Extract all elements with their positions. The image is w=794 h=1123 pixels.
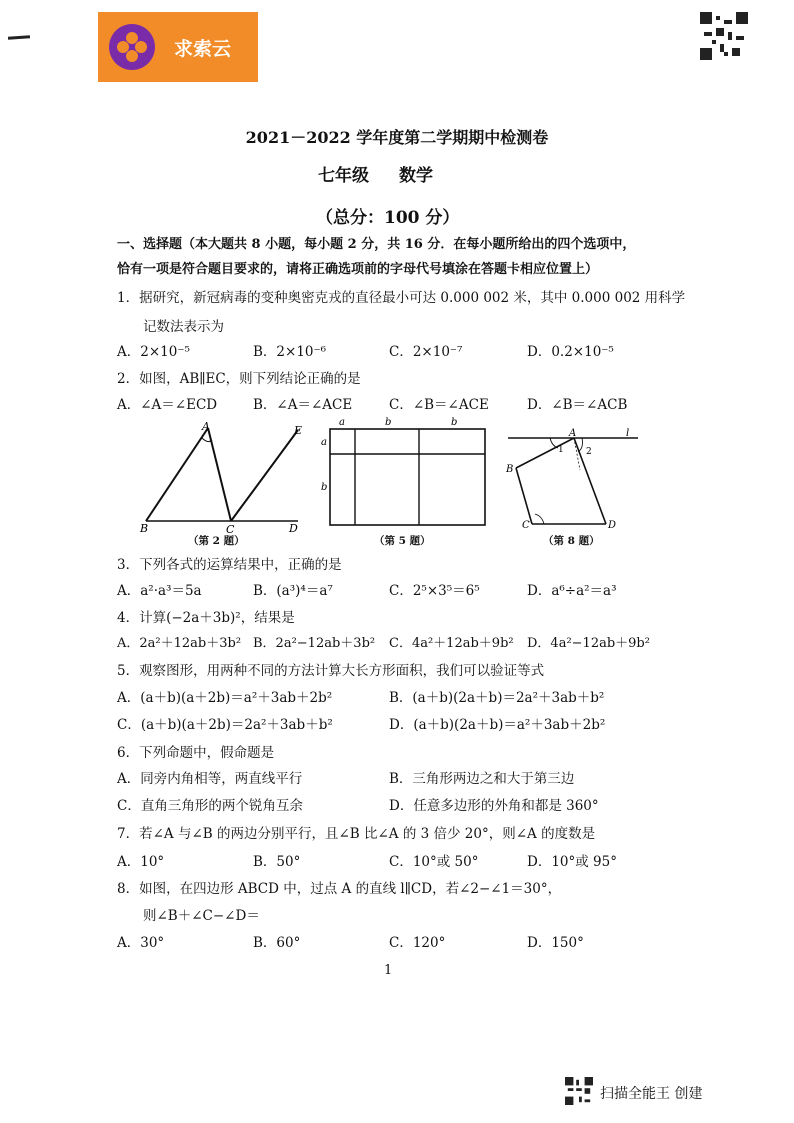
scan-mark [8,35,30,40]
q4-option-d: D．4a²−12ab＋9b² [527,636,650,651]
q3-option-c: C．2⁵×3⁵＝6⁵ [389,583,480,599]
q1-option-b: B．2×10⁻⁶ [253,344,327,360]
q6-stem: 6．下列命题中，假命题是 [117,745,275,761]
figure-2-caption: （第 2 题） [188,535,245,547]
q1-option-a: A．2×10⁻⁵ [117,344,190,360]
grade-label: 七年级 [318,166,369,186]
q6-option-d: D．任意多边形的外角和都是 360° [389,798,599,814]
q2-option-c: C．∠B＝∠ACE [389,397,489,413]
q2-option-a: A．∠A＝∠ECD [117,397,218,413]
logo [98,12,258,82]
q5-option-c: C．(a＋b)(a＋2b)＝2a²＋3ab＋b² [117,717,333,733]
q2-stem: 2．如图，AB∥EC，则下列结论正确的是 [117,371,361,387]
q3-option-b: B．(a³)⁴＝a⁷ [253,583,333,599]
flower-logo-icon [109,24,155,70]
figure-8-diagram [502,424,640,532]
q1-stem-line1: 1．据研究，新冠病毒的变种奥密克戎的直径最小可达 0.000 002 米，其中 0.000 002 用科学 [117,290,686,306]
fig2-label-d: D [289,522,298,535]
section-heading-line2: 恰有一项是符合题目要求的，请将正确选项前的字母代号填涂在答题卡相应位置上） [117,262,599,277]
q8-stem-line1: 8．如图，在四边形 ABCD 中，过点 A 的直线 l∥CD，若∠2−∠1＝30°， [117,881,562,897]
fig8-label-1: 1 [558,445,564,455]
fig5-label-top-b2: b [451,417,458,428]
q4-option-a: A．2a²＋12ab＋3b² [117,636,242,651]
figure-5-caption: （第 5 题） [374,535,431,547]
q5-option-b: B．(a＋b)(2a＋b)＝2a²＋3ab＋b² [389,690,605,706]
q1-option-d: D．0.2×10⁻⁵ [527,344,614,360]
q4-option-b: B．2a²−12ab＋3b² [253,636,376,651]
fig8-label-2: 2 [586,447,592,457]
q1-option-c: C．2×10⁻⁷ [389,344,463,360]
qr-code-icon [700,12,748,60]
q2-option-d: D．∠B＝∠ACB [527,397,628,413]
q4-option-c: C．4a²＋12ab＋9b² [389,636,514,651]
q1-stem-line2: 记数法表示为 [143,319,224,335]
q2-option-b: B．∠A＝∠ACE [253,397,353,413]
fig5-label-top-b1: b [385,417,392,428]
figure-5-diagram [318,414,493,530]
figure-2-diagram [138,420,310,538]
q6-option-a: A．同旁内角相等，两直线平行 [117,771,303,787]
q8-option-b: B．60° [253,935,301,951]
exam-subtitle [318,161,433,186]
fig8-label-c: C [522,520,530,531]
fig5-label-side-a: a [321,437,327,448]
q5-option-a: A．(a＋b)(a＋2b)＝a²＋3ab＋2b² [117,690,333,706]
fig8-label-l: l [626,428,630,439]
q7-option-d: D．10°或 95° [527,854,617,870]
q8-option-d: D．150° [527,935,584,951]
qr-code-icon [565,1077,593,1105]
q4-stem: 4．计算(−2a＋3b)²，结果是 [117,610,295,626]
q3-option-d: D．a⁶÷a²＝a³ [527,583,617,599]
fig8-label-d: D [608,520,617,531]
page-number: 1 [384,963,393,978]
q7-option-a: A．10° [117,854,165,870]
fig5-label-side-b: b [321,482,328,493]
figure-8-caption: （第 8 题） [543,535,600,547]
exam-title: 2021－2022 学年度第二学期期中检测卷 [245,128,549,147]
q6-option-b: B．三角形两边之和大于第三边 [389,771,575,787]
total-score: （总分：100 分） [316,208,460,228]
fig2-label-e: E [294,424,303,437]
q7-option-b: B．50° [253,854,301,870]
q3-option-a: A．a²·a³＝5a [117,583,202,599]
logo-text: 求索云 [174,38,232,60]
q5-stem: 5．观察图形，用两种不同的方法计算大长方形面积，我们可以验证等式 [117,663,545,679]
fig2-label-a: A [202,420,210,433]
fig5-label-top-a: a [339,417,345,428]
q7-option-c: C．10°或 50° [389,854,479,870]
q6-option-c: C．直角三角形的两个锐角互余 [117,798,303,814]
q8-option-a: A．30° [117,935,165,951]
q3-stem: 3．下列各式的运算结果中，正确的是 [117,557,342,573]
q5-option-d: D．(a＋b)(2a＋b)＝a²＋3ab＋2b² [389,717,606,733]
footer-creator-text: 扫描全能王 创建 [600,1086,703,1102]
fig8-label-a: A [569,428,577,439]
q7-stem: 7．若∠A 与∠B 的两边分别平行，且∠B 比∠A 的 3 倍少 20°，则∠A 的度数是 [117,826,596,842]
section-heading-line1: 一、选择题（本大题共 8 小题，每小题 2 分，共 16 分．在每小题所给出的四个选项中， [117,237,636,252]
fig2-label-c: C [226,523,235,536]
q8-stem-line2: 则∠B＋∠C−∠D＝ [143,908,260,924]
subject-label: 数学 [399,166,433,186]
fig2-label-b: B [140,522,149,535]
q8-option-c: C．120° [389,935,446,951]
fig8-label-b: B [506,464,514,475]
